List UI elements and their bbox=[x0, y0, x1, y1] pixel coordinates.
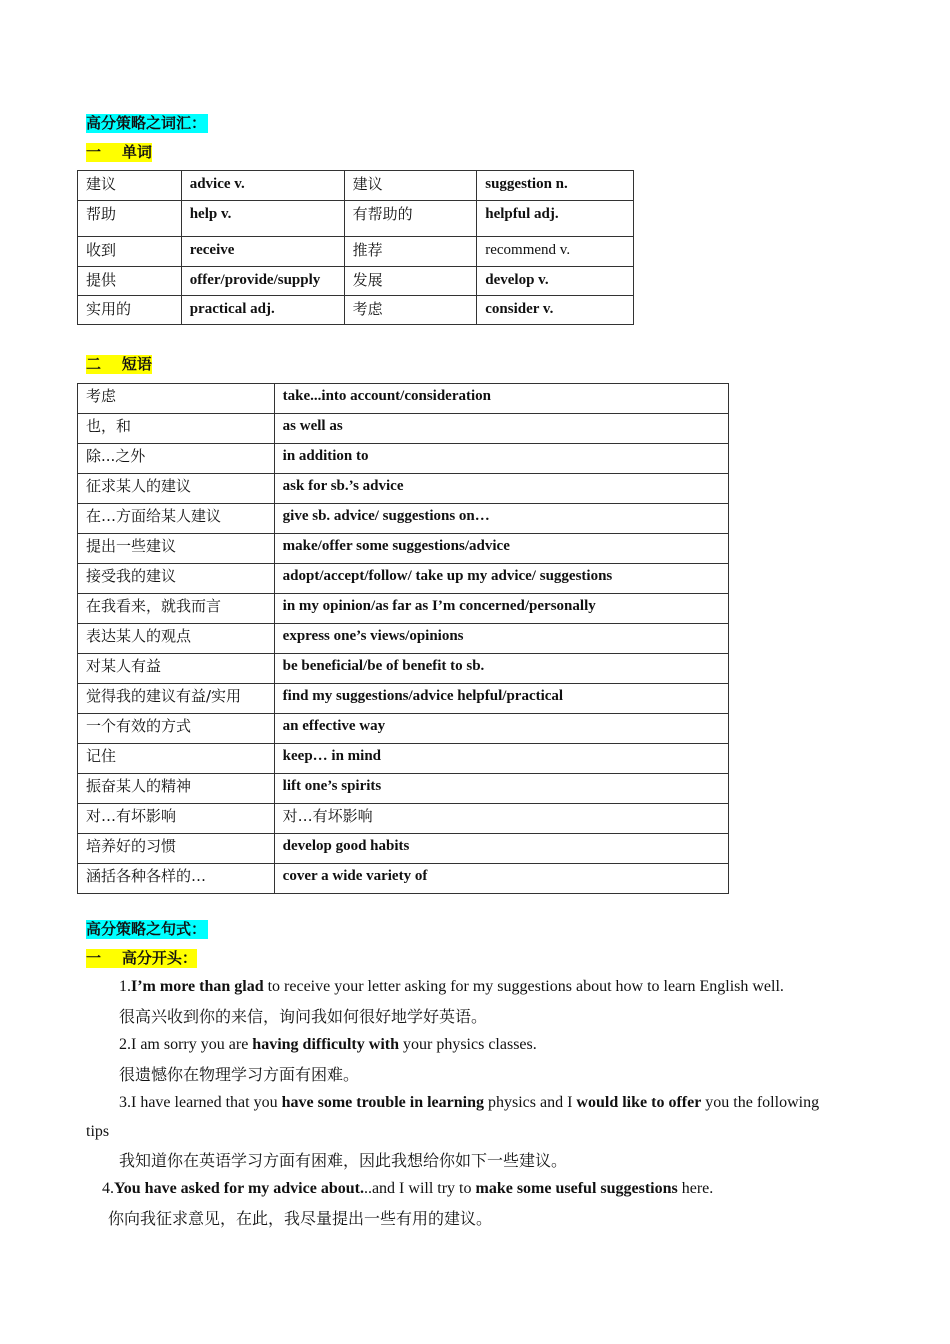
phrase-english: lift one’s spirits bbox=[274, 774, 728, 804]
table-row bbox=[78, 834, 729, 864]
table-row bbox=[78, 414, 729, 444]
sentence-4: 4.You have asked for my advice about...and I will try to make some useful suggestions here. bbox=[102, 1180, 714, 1197]
vocab-cell: 建议 bbox=[78, 171, 182, 201]
table-row bbox=[78, 237, 634, 267]
phrase-english: 对…有坏影响 bbox=[274, 804, 728, 834]
vocab-cell: help v. bbox=[181, 201, 344, 237]
phrase-chinese: 对…有坏影响 bbox=[78, 804, 275, 834]
phrase-english: express one’s views/opinions bbox=[274, 624, 728, 654]
sentence-3-translation: 我知道你在英语学习方面有困难，因此我想给你如下一些建议。 bbox=[119, 1151, 568, 1170]
table-row bbox=[78, 624, 729, 654]
table-row bbox=[78, 384, 729, 414]
vocab-cell: 发展 bbox=[344, 267, 477, 296]
vocab-cell: consider v. bbox=[477, 296, 634, 325]
phrase-english: make/offer some suggestions/advice bbox=[274, 534, 728, 564]
phrase-chinese: 涵括各种各样的… bbox=[78, 864, 275, 894]
phrase-chinese: 接受我的建议 bbox=[78, 564, 275, 594]
sentence-heading bbox=[86, 920, 208, 939]
vocab-cell: offer/provide/supply bbox=[181, 267, 344, 296]
vocab-heading-text: 高分策略之词汇： bbox=[86, 114, 207, 132]
vocab-cell: 考虑 bbox=[344, 296, 477, 325]
phrase-chinese: 记住 bbox=[78, 744, 275, 774]
table-row bbox=[78, 534, 729, 564]
table-row bbox=[78, 684, 729, 714]
table-row bbox=[78, 171, 634, 201]
phrase-chinese: 考虑 bbox=[78, 384, 275, 414]
section-2-heading bbox=[86, 355, 152, 374]
table-row bbox=[78, 474, 729, 504]
sentence-2-translation: 很遗憾你在物理学习方面有困难。 bbox=[119, 1065, 360, 1084]
sentence-2: 2.I am sorry you are having difficulty with your physics classes. bbox=[119, 1036, 537, 1053]
sentence-3: 3.I have learned that you have some trouble in learning physics and I would like to offer you the following bbox=[119, 1094, 820, 1111]
table-row bbox=[78, 201, 634, 237]
phrase-english: give sb. advice/ suggestions on… bbox=[274, 504, 728, 534]
table-row bbox=[78, 804, 729, 834]
vocab-cell: advice v. bbox=[181, 171, 344, 201]
section-3-heading bbox=[86, 949, 197, 968]
phrase-english: find my suggestions/advice helpful/practical bbox=[274, 684, 728, 714]
phrase-chinese: 征求某人的建议 bbox=[78, 474, 275, 504]
sentence-4-translation: 你向我征求意见，在此，我尽量提出一些有用的建议。 bbox=[108, 1209, 493, 1228]
phrase-chinese: 也，和 bbox=[78, 414, 275, 444]
vocab-cell: 有帮助的 bbox=[344, 201, 477, 237]
vocab-cell: recommend v. bbox=[477, 237, 634, 267]
vocab-cell: 实用的 bbox=[78, 296, 182, 325]
phrase-english: in my opinion/as far as I’m concerned/personally bbox=[274, 594, 728, 624]
section-3-num: 一 bbox=[86, 949, 102, 967]
section-2-num: 二 bbox=[86, 355, 102, 373]
section-3-title: 高分开头： bbox=[121, 949, 197, 967]
vocab-cell: 建议 bbox=[344, 171, 477, 201]
table-row bbox=[78, 594, 729, 624]
table-row bbox=[78, 864, 729, 894]
table-row bbox=[78, 504, 729, 534]
phrase-chinese: 除...之外 bbox=[78, 444, 275, 474]
vocab-cell: helpful adj. bbox=[477, 201, 634, 237]
sentence-heading-text: 高分策略之句式： bbox=[86, 920, 207, 938]
vocab-cell: practical adj. bbox=[181, 296, 344, 325]
phrase-english: as well as bbox=[274, 414, 728, 444]
phrase-chinese: 对某人有益 bbox=[78, 654, 275, 684]
phrase-chinese: 表达某人的观点 bbox=[78, 624, 275, 654]
phrase-english: in addition to bbox=[274, 444, 728, 474]
section-1-num: 一 bbox=[86, 143, 102, 161]
vocab-heading bbox=[86, 114, 208, 133]
vocab-cell: suggestion n. bbox=[477, 171, 634, 201]
phrase-chinese: 一个有效的方式 bbox=[78, 714, 275, 744]
vocab-cell: develop v. bbox=[477, 267, 634, 296]
sentence-1-translation: 很高兴收到你的来信，询问我如何很好地学好英语。 bbox=[119, 1007, 488, 1026]
phrase-chinese: 觉得我的建议有益/实用 bbox=[78, 684, 275, 714]
vocab-cell: 帮助 bbox=[78, 201, 182, 237]
sentence-3-continued: tips bbox=[86, 1123, 110, 1140]
phrase-english: be beneficial/be of benefit to sb. bbox=[274, 654, 728, 684]
vocab-cell: 推荐 bbox=[344, 237, 477, 267]
table-row bbox=[78, 296, 634, 325]
section-1-heading bbox=[86, 143, 152, 162]
vocab-cell: 收到 bbox=[78, 237, 182, 267]
table-row bbox=[78, 774, 729, 804]
table-row bbox=[78, 564, 729, 594]
phrase-table bbox=[77, 383, 729, 894]
phrase-chinese: 振奋某人的精神 bbox=[78, 774, 275, 804]
vocab-cell: 提供 bbox=[78, 267, 182, 296]
table-row bbox=[78, 267, 634, 296]
phrase-english: develop good habits bbox=[274, 834, 728, 864]
phrase-table-body bbox=[78, 384, 729, 894]
phrase-english: take...into account/consideration bbox=[274, 384, 728, 414]
table-row bbox=[78, 744, 729, 774]
phrase-chinese: 在我看来，就我而言 bbox=[78, 594, 275, 624]
table-row bbox=[78, 444, 729, 474]
section-1-title: 单词 bbox=[121, 143, 152, 161]
vocab-table bbox=[77, 170, 634, 325]
table-row bbox=[78, 654, 729, 684]
phrase-chinese: 提出一些建议 bbox=[78, 534, 275, 564]
phrase-english: adopt/accept/follow/ take up my advice/ suggestions bbox=[274, 564, 728, 594]
phrase-english: an effective way bbox=[274, 714, 728, 744]
table-row bbox=[78, 714, 729, 744]
phrase-english: keep… in mind bbox=[274, 744, 728, 774]
vocab-cell: receive bbox=[181, 237, 344, 267]
section-2-title: 短语 bbox=[121, 355, 152, 373]
phrase-chinese: 在…方面给某人建议 bbox=[78, 504, 275, 534]
phrase-english: ask for sb.’s advice bbox=[274, 474, 728, 504]
sentence-1: 1.I’m more than glad to receive your letter asking for my suggestions about how to learn English well. bbox=[119, 978, 784, 995]
phrase-chinese: 培养好的习惯 bbox=[78, 834, 275, 864]
phrase-english: cover a wide variety of bbox=[274, 864, 728, 894]
